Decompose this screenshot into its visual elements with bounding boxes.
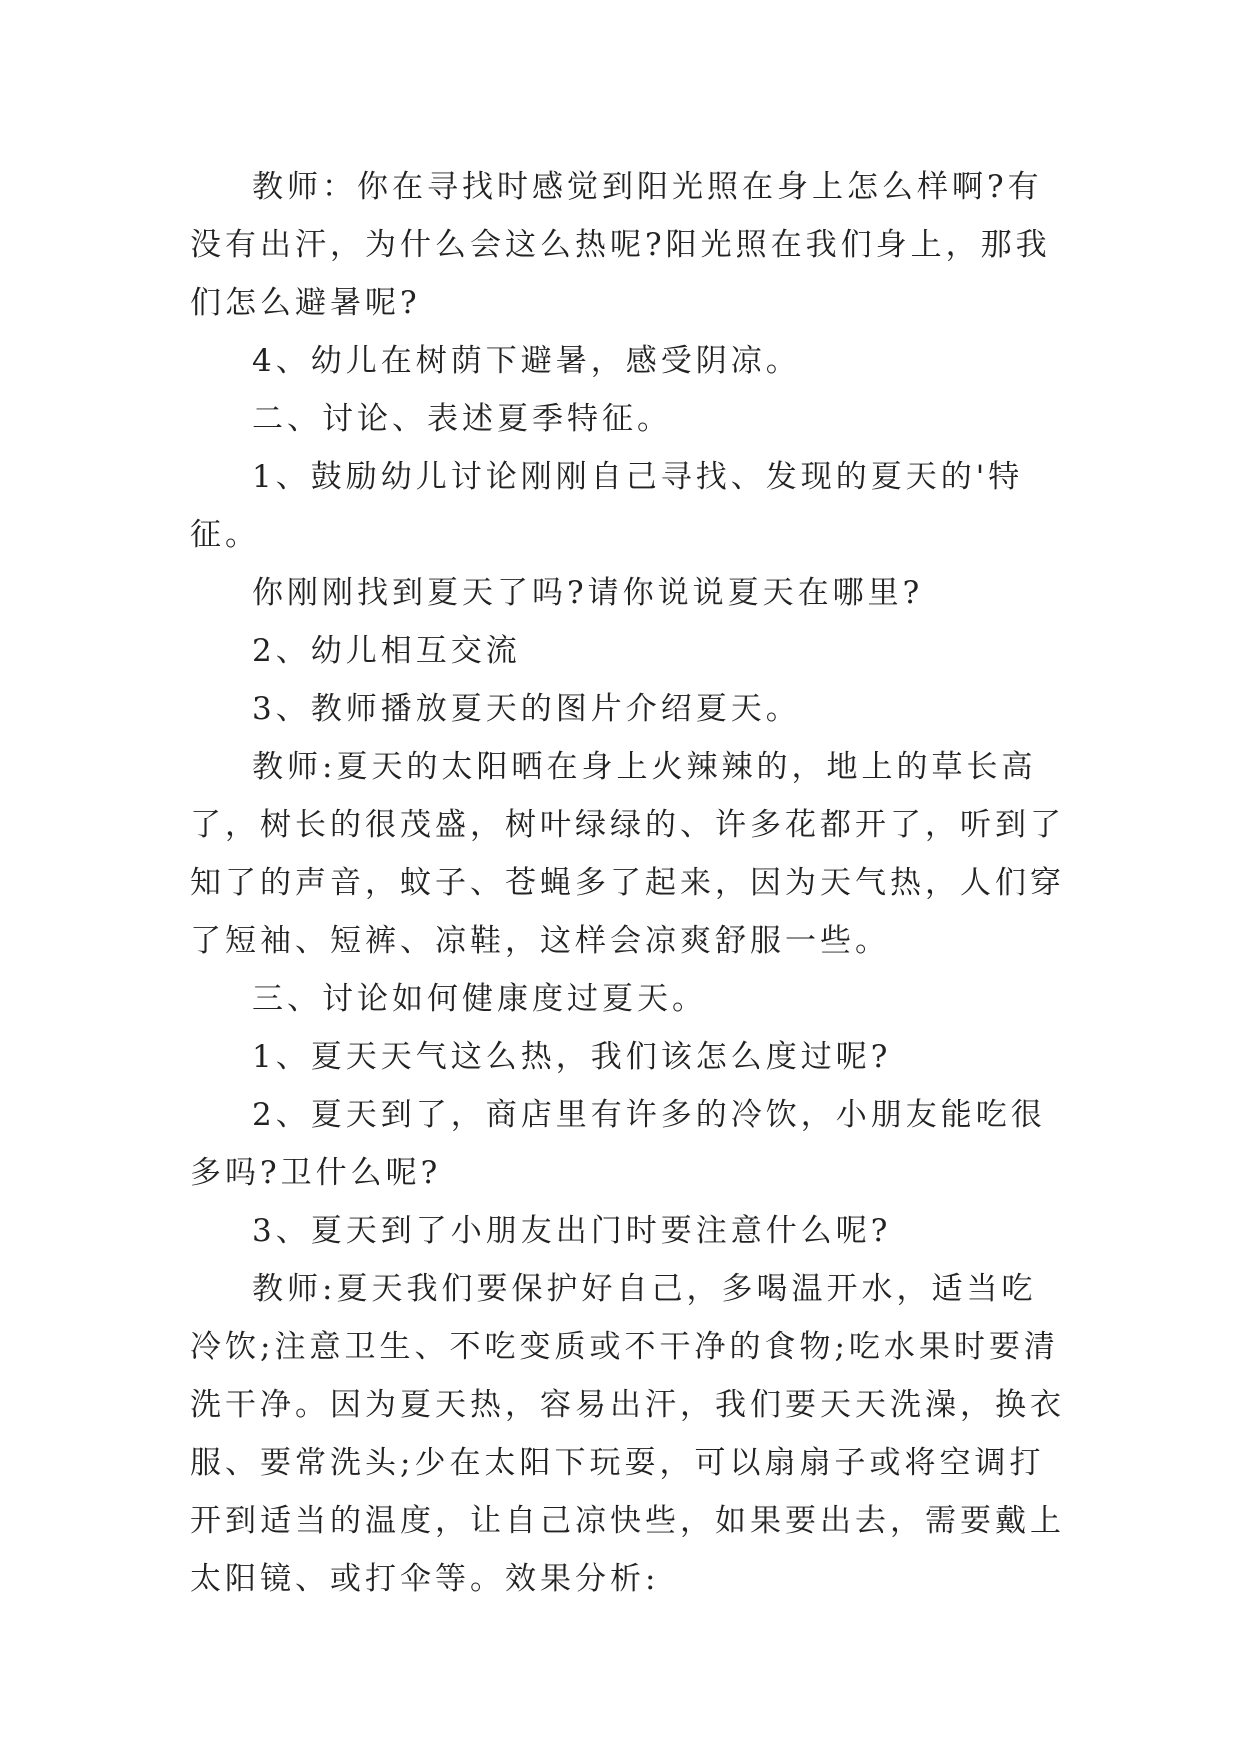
- paragraph: 4、幼儿在树荫下避暑，感受阴凉。: [252, 343, 801, 379]
- paragraph: 2、幼儿相互交流: [252, 633, 521, 669]
- paragraph: 1、夏天天气这么热，我们该怎么度过呢?: [252, 1039, 892, 1075]
- paragraph: 教师:夏天的太阳晒在身上火辣辣的，地上的草长高了，树长的很茂盛，树叶绿绿的、许多花都开了，听到了知了的声音，蚊子、苍蝇多了起来，因为天气热，人们穿了短袖、短裤、凉鞋，这样会凉爽舒服一些。: [190, 749, 1065, 959]
- paragraph: 教师:夏天我们要保护好自己，多喝温开水，适当吃冷饮;注意卫生、不吃变质或不干净的食物;吃水果时要清洗干净。因为夏天热，容易出汗，我们要天天洗澡，换衣服、要常洗头;少在太阳下玩耍，可以扇扇子或将空调打开到适当的温度，让自己凉快些，如果要出去，需要戴上太阳镜、或打伞等。效果分析:: [190, 1271, 1065, 1597]
- paragraph: 教师：你在寻找时感觉到阳光照在身上怎么样啊?有没有出汗，为什么会这么热呢?阳光照在我们身上，那我们怎么避暑呢?: [190, 169, 1051, 321]
- paragraph: 三、讨论如何健康度过夏天。: [252, 981, 707, 1017]
- paragraph: 2、夏天到了，商店里有许多的冷饮，小朋友能吃很多吗?卫什么呢?: [190, 1097, 1046, 1191]
- paragraph: 3、夏天到了小朋友出门时要注意什么呢?: [252, 1213, 892, 1249]
- document-body: [190, 158, 1070, 1608]
- paragraph: 二、讨论、表述夏季特征。: [252, 401, 672, 437]
- paragraph: 1、鼓励幼儿讨论刚刚自己寻找、发现的夏天的'特征。: [190, 459, 1024, 553]
- paragraph: 你刚刚找到夏天了吗?请你说说夏天在哪里?: [252, 575, 924, 611]
- paragraph: 3、教师播放夏天的图片介绍夏天。: [252, 691, 801, 727]
